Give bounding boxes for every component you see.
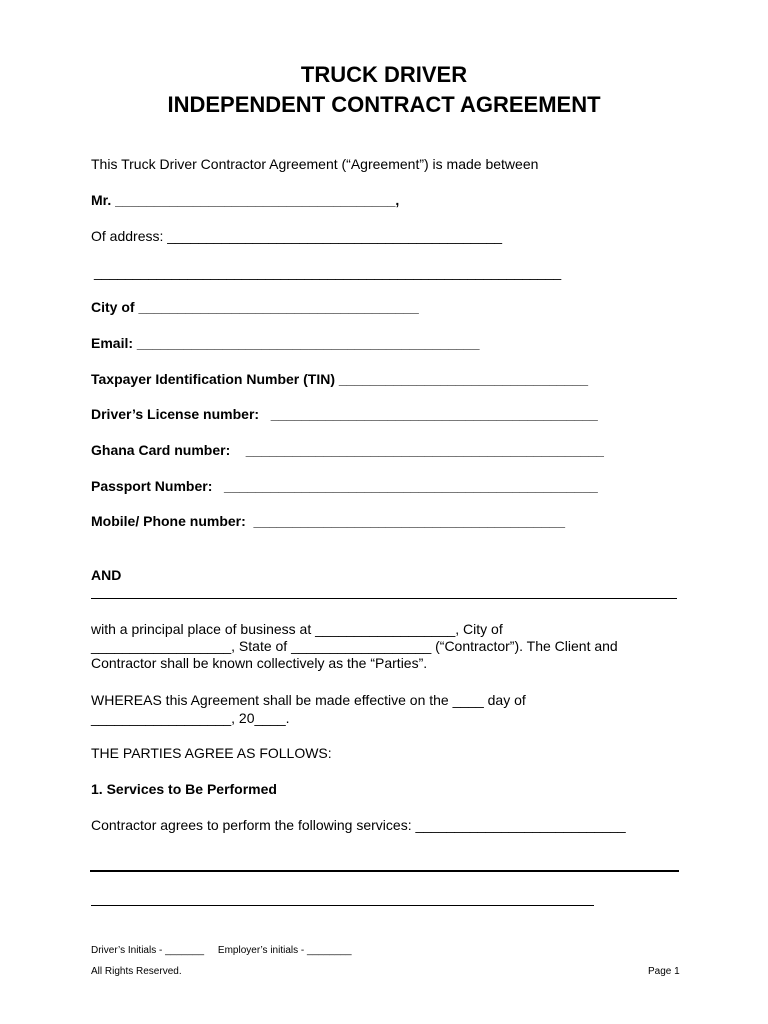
and-label: AND [91,567,122,583]
services-line-1[interactable] [90,870,679,872]
passport-field[interactable]: Passport Number: ________________________________________________ [91,478,598,494]
address-field-line-2[interactable]: ____________________________________________________________ [94,264,562,280]
services-line-2[interactable] [91,905,594,906]
business-text-line-2: __________________, State of __________________ (“Contractor”). The Client and [91,638,618,654]
business-text-line-1: with a principal place of business at __________________, City of [91,621,503,637]
services-field[interactable]: Contractor agrees to perform the following services: ___________________________ [91,817,626,833]
mr-field[interactable]: Mr. ____________________________________, [91,192,400,208]
city-field[interactable]: City of ____________________________________ [91,299,419,315]
page-number: Page 1 [648,966,680,977]
initials-footer: Driver’s Initials - _______ Employer’s initials - ________ [91,945,352,956]
business-text-line-3: Contractor shall be known collectively as the “Parties”. [91,655,428,671]
party-name-line[interactable] [91,598,677,599]
document-title-line-1: TRUCK DRIVER [300,62,468,87]
intro-text: This Truck Driver Contractor Agreement (“Agreement”) is made between [91,156,539,172]
email-field[interactable]: Email: ____________________________________________ [91,335,480,351]
whereas-text-line-2: __________________, 20____. [91,710,290,726]
address-field[interactable]: Of address: ___________________________________________ [91,228,503,244]
phone-field[interactable]: Mobile/ Phone number: ________________________________________ [91,513,566,529]
whereas-text-line-1: WHEREAS this Agreement shall be made effective on the ____ day of [91,692,526,708]
drivers-license-field[interactable]: Driver’s License number: __________________________________________ [91,406,598,422]
ghana-card-field[interactable]: Ghana Card number: ______________________________________________ [91,442,604,458]
document-title-line-2: INDEPENDENT CONTRACT AGREEMENT [167,92,601,117]
tin-field[interactable]: Taxpayer Identification Number (TIN) ________________________________ [91,371,589,387]
rights-footer: All Rights Reserved. [91,966,182,977]
section-1-heading: 1. Services to Be Performed [91,781,277,797]
agree-heading: THE PARTIES AGREE AS FOLLOWS: [91,745,332,761]
